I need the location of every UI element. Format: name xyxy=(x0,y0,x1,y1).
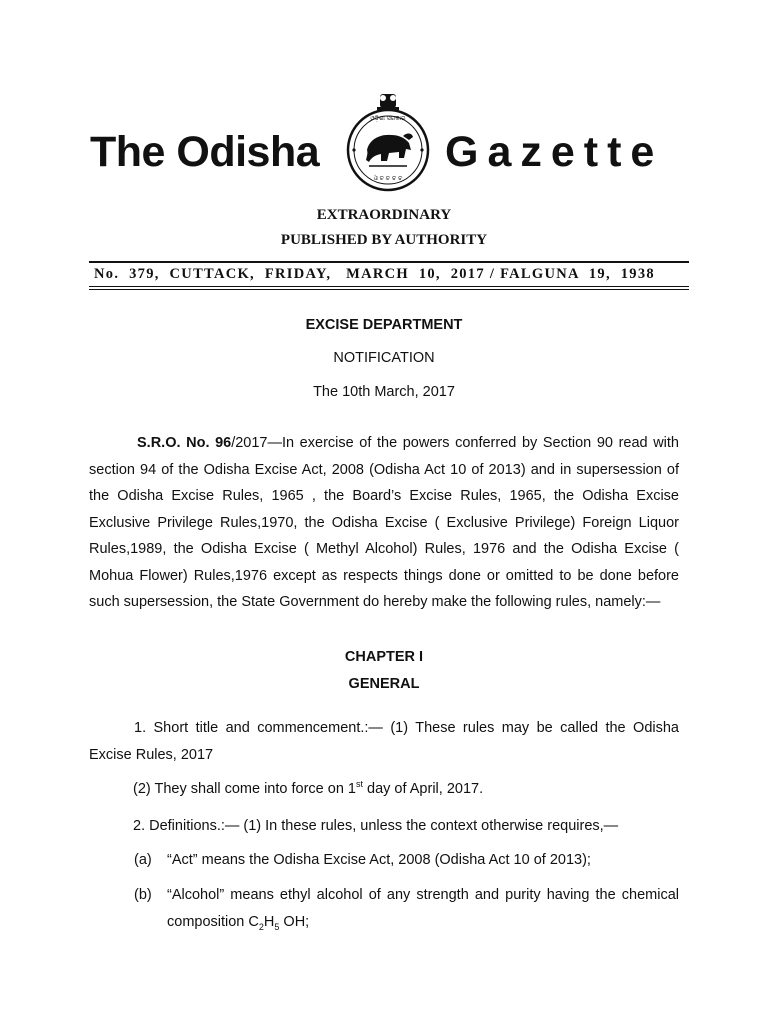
issue-date: MARCH 10, 2017 / FALGUNA 19, 1938 xyxy=(346,266,655,282)
bottom-rule-1 xyxy=(89,286,689,287)
extraordinary-label: EXTRAORDINARY xyxy=(316,207,452,223)
chapter-subtitle: GENERAL xyxy=(348,676,420,692)
department-heading: EXCISE DEPARTMENT xyxy=(305,317,463,333)
issue-day: FRIDAY, xyxy=(264,266,332,282)
preamble-paragraph xyxy=(89,430,679,616)
definition-label: (b) xyxy=(134,887,152,903)
notification-date: The 10th March, 2017 xyxy=(313,384,455,400)
chapter-title: CHAPTER I xyxy=(344,649,424,665)
issue-number: No. 379, xyxy=(94,266,160,282)
sro-number: S.R.O. No. 96 xyxy=(137,435,232,451)
svg-text:ଓଁ ଚ ଚ ଚ ଚ: ଓଁ ଚ ଚ ଚ ଚ xyxy=(373,175,403,182)
ordinal-suffix: st xyxy=(355,779,363,790)
definition-text: “Act” means the Odisha Excise Act, 2008 (Odisha Act 10 of 2013); xyxy=(167,852,591,868)
published-by-authority-label: PUBLISHED BY AUTHORITY xyxy=(280,232,488,248)
rule-1-commencement: (2) They shall come into force on 1st day of April, 2017. xyxy=(133,779,484,797)
bottom-rule-2 xyxy=(89,289,689,290)
notification-heading: NOTIFICATION xyxy=(333,350,435,366)
issue-line xyxy=(94,266,690,283)
emblem-icon xyxy=(333,88,443,196)
rule-2-definitions: 2. Definitions.:— (1) In these rules, unless the context otherwise requires,— xyxy=(133,818,619,834)
rule-1-short-title: 1. Short title and commencement.:— (1) These rules may be called the Odisha Excise Rules, 2017 xyxy=(89,720,679,763)
issue-place: CUTTACK, xyxy=(169,266,255,282)
top-rule xyxy=(89,261,689,263)
state-emblem xyxy=(333,88,443,196)
gazette-title-right: Gazette xyxy=(445,128,664,176)
definition-label: (a) xyxy=(134,852,152,868)
gazette-title-left: The Odisha xyxy=(90,128,320,176)
definition-text: “Alcohol” means ethyl alcohol of any strength and purity having the chemical composition $C_2H_5$ OH; xyxy=(167,887,679,932)
svg-text:ଓଡ଼ିଶା ସରକାର: ଓଡ଼ିଶା ସରକାର xyxy=(370,115,406,122)
preamble-text: /2017—In exercise of the powers conferred by Section 90 read with section 94 of the Odisha Excise Act, 2008 (Odisha Act 10 of 2013) and in supersession of the Odisha Excise Rules, 1965 , the Board’s Excise Rules, 1965, the Odisha Excise Exclusive Privilege Rules,1970, the Odisha Excise ( Exclusive Privilege) Foreign Liquor Rules,1989, the Odisha Excise ( Methyl Alcohol) Rules, 1976 and the Odisha Excise ( Mohua Flower) Rules,1976 except as respects things done or omitted to be done before such supersession, the State Government do hereby make the following rules, namely:— xyxy=(89,435,679,610)
